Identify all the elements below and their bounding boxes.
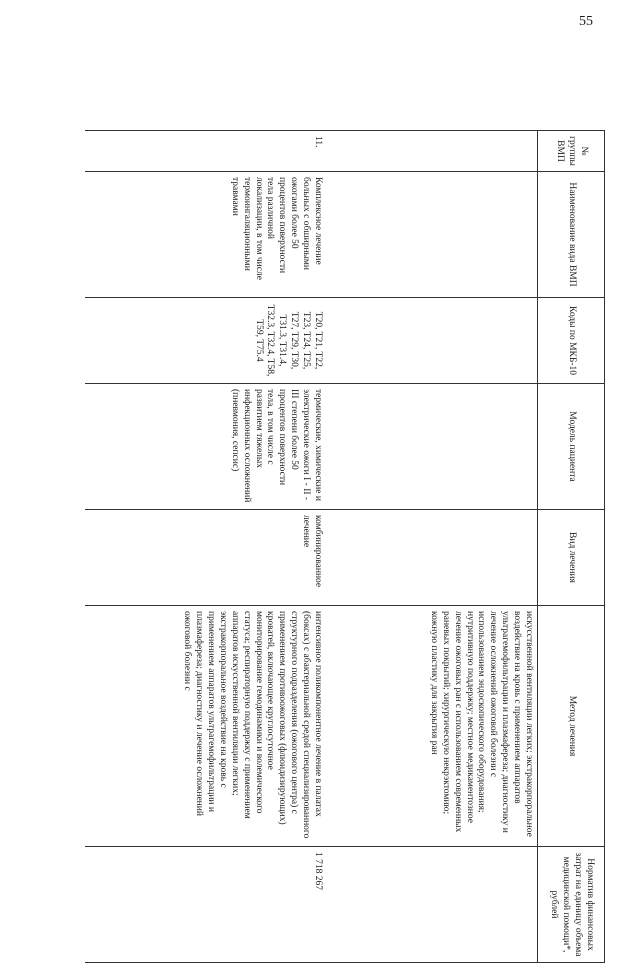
- header-group: № группы ВМП: [538, 131, 605, 172]
- cell-method: интенсивное поликомпонентное лечение в палатах (боксах) с абактериальной средой специализированного структурного подразделения (ожогового центра) с применением противоожоговых (флюидизирующих) кроватей, включающее круглосуточное мониторирование гемодинамики и волемического статуса; респираторную поддержку с применением аппаратов искусственной вентиляции легких; экстракорпоральное воздействие на кровь с применением аппаратов ультрагемофильтрации и плазмафереза; диагностику и лечение осложнений ожоговой болезни с: [85, 606, 326, 847]
- cell-norm: 1 718 267: [85, 847, 326, 963]
- header-name: Наименование вида ВМП: [538, 172, 605, 298]
- cell-group: 11.: [85, 131, 326, 172]
- table-wrapper: [60, 130, 605, 957]
- header-norm: Норматив финансовых затрат на единицу объема медицинской помощи*, рублей: [538, 847, 605, 963]
- header-type: Вид лечения: [538, 510, 605, 606]
- header-patient: Модель пациента: [538, 384, 605, 510]
- cell-name: Комплексное лечение больных с обширными ожогами более 50 процентов поверхности тела различной локализации, в том числе термоингаляционными травмами: [85, 172, 326, 298]
- cell-type: комбинированное лечение: [85, 510, 326, 606]
- header-method: Метод лечения: [538, 606, 605, 847]
- cont-name: [326, 172, 538, 298]
- table-header-row: [538, 131, 605, 963]
- page-number: 55: [579, 14, 593, 29]
- cont-icd: [326, 298, 538, 384]
- treatment-table: [85, 130, 605, 963]
- cont-group: [326, 131, 538, 172]
- cont-type: [326, 510, 538, 606]
- cont-method: искусственной вентиляции легких; экстракорпоральное воздействие на кровь с применением аппаратов ультрагемофильтрации и плазмафереза; диагностику и лечение осложнений ожоговой болезни с использованием эндоскопического оборудования; нутритивную поддержку; местное медикаментозное лечение ожоговых ран с использованием современных раневых покрытий; хирургическую некрэктомию; кожную пластику для закрытия ран: [326, 606, 538, 847]
- table-row: [85, 131, 326, 963]
- cont-patient: [326, 384, 538, 510]
- cell-icd: T20, T21, T22, T23, T24, T25, T27, T29, T30, T31.3, T31.4, T32.3, T32.4, T58, T59, T75.4: [85, 298, 326, 384]
- cell-patient: термические, химические и электрические ожоги I - II - III степени более 50 процентов поверхности тела, в том числе с развитием тяжелых инфекционных осложнений (пневмония, сепсис): [85, 384, 326, 510]
- header-icd: Коды по МКБ-10: [538, 298, 605, 384]
- table-row-continuation: [326, 131, 538, 963]
